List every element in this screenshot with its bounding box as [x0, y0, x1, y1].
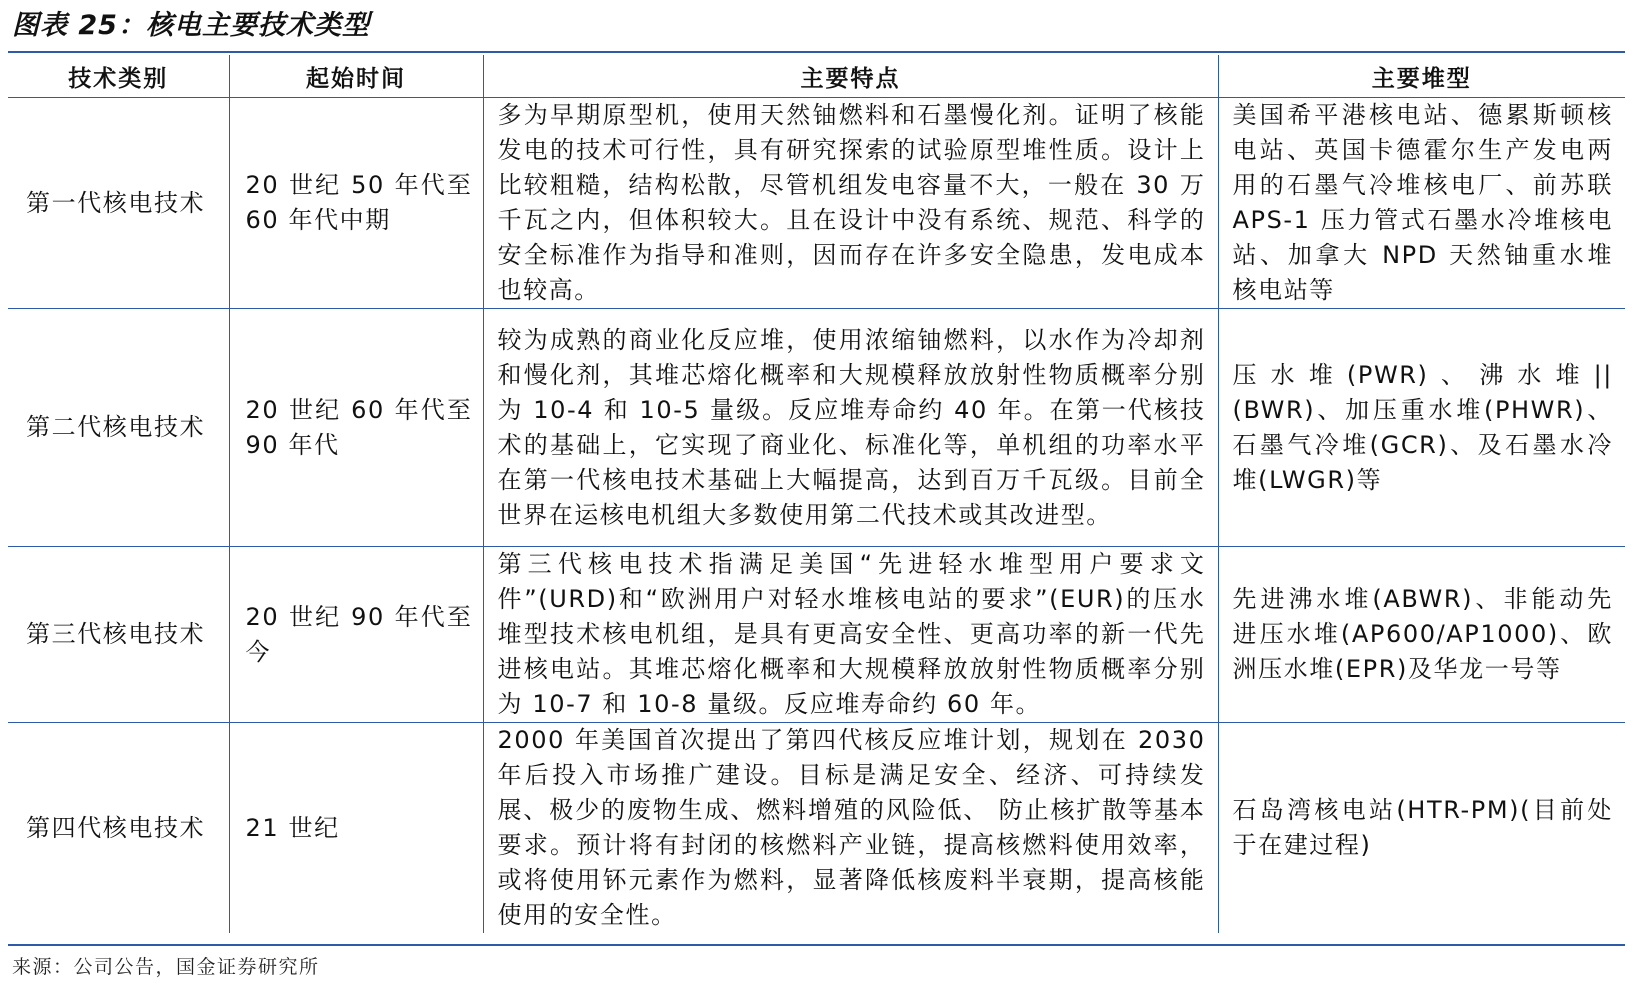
features-cell: 多为早期原型机，使用天然铀燃料和石墨慢化剂。证明了核能发电的技术可行性，具有研究探索的试验原型堆性质。设计上比较粗糙，结构松散，尽管机组发电容量不大，一般在 30 万千瓦之内，但体积较大。且在设计中没有系统、规范、科学的安全标准作为指导和准则，因而存在许多安全隐患，发电成本也较高。 — [483, 98, 1218, 309]
table-row — [8, 309, 1625, 547]
table-header-row — [8, 55, 1625, 98]
category-cell: 第一代核电技术 — [8, 98, 229, 309]
period-cell: 20 世纪 60 年代至 90 年代 — [229, 309, 483, 547]
category-cell: 第四代核电技术 — [26, 813, 206, 842]
nuclear-tech-table — [8, 55, 1625, 933]
header-features: 主要特点 — [483, 55, 1218, 98]
features-cell: 第三代核电技术指满足美国“先进轻水堆型用户要求文件”(URD)和“欧洲用户对轻水堆核电站的要求”(EUR)的压水堆型技术核电机组，是具有更高安全性、更高功率的新一代先进核电站。其堆芯熔化概率和大规模释放放射性物质概率分别为 10-7 和 10-8 量级。反应堆寿命约 60 年。 — [483, 547, 1218, 723]
header-reactors: 主要堆型 — [1218, 55, 1625, 98]
reactors-cell: 先进沸水堆(ABWR)、非能动先进压水堆(AP600/AP1000)、欧洲压水堆(EPR)及华龙一号等 — [1218, 547, 1625, 723]
period-cell: 20 世纪 50 年代至 60 年代中期 — [229, 98, 483, 309]
header-category: 技术类别 — [8, 55, 229, 98]
features-cell: 较为成熟的商业化反应堆，使用浓缩铀燃料，以水作为冷却剂和慢化剂，其堆芯熔化概率和大规模释放放射性物质概率分别为 10-4 和 10-5 量级。反应堆寿命约 40 年。在第一代核技术的基础上，它实现了商业化、标准化等，单机组的功率水平在第一代核电技术基础上大幅提高，达到百万千瓦级。目前全世界在运核电机组大多数使用第二代技术或其改进型。 — [483, 309, 1218, 547]
title-divider — [8, 51, 1625, 53]
source-note: 来源：公司公告，国金证券研究所 — [12, 956, 320, 978]
table-row — [8, 547, 1625, 723]
table-bottom-divider — [8, 944, 1625, 946]
table-row — [8, 723, 1625, 934]
header-period: 起始时间 — [229, 55, 483, 98]
category-cell: 第二代核电技术 — [8, 309, 229, 547]
figure-title: 图表 25：核电主要技术类型 — [12, 10, 370, 41]
table-row — [8, 98, 1625, 309]
reactors-cell: 美国希平港核电站、德累斯顿核电站、英国卡德霍尔生产发电两用的石墨气冷堆核电厂、前苏联 APS-1 压力管式石墨水冷堆核电站、加拿大 NPD 天然铀重水堆核电站等 — [1218, 98, 1625, 309]
reactors-cell: 石岛湾核电站(HTR-PM)(目前处于在建过程) — [1218, 723, 1625, 934]
period-cell: 20 世纪 90 年代至今 — [229, 547, 483, 723]
features-cell: 2000 年美国首次提出了第四代核反应堆计划，规划在 2030 年后投入市场推广建设。目标是满足安全、经济、可持续发展、极少的废物生成、燃料增殖的风险低、 防止核扩散等基本要求。预计将有封闭的核燃料产业链，提高核燃料使用效率，或将使用钚元素作为燃料，显著降低核废料半衰期，提高核能使用的安全性。 — [483, 723, 1218, 934]
reactors-cell: 压水堆(PWR)、沸水堆||(BWR)、加压重水堆(PHWR)、石墨气冷堆(GCR)、及石墨水冷堆(LWGR)等 — [1218, 309, 1625, 547]
period-cell: 21 世纪 — [229, 723, 483, 934]
category-cell: 第三代核电技术 — [8, 547, 229, 723]
